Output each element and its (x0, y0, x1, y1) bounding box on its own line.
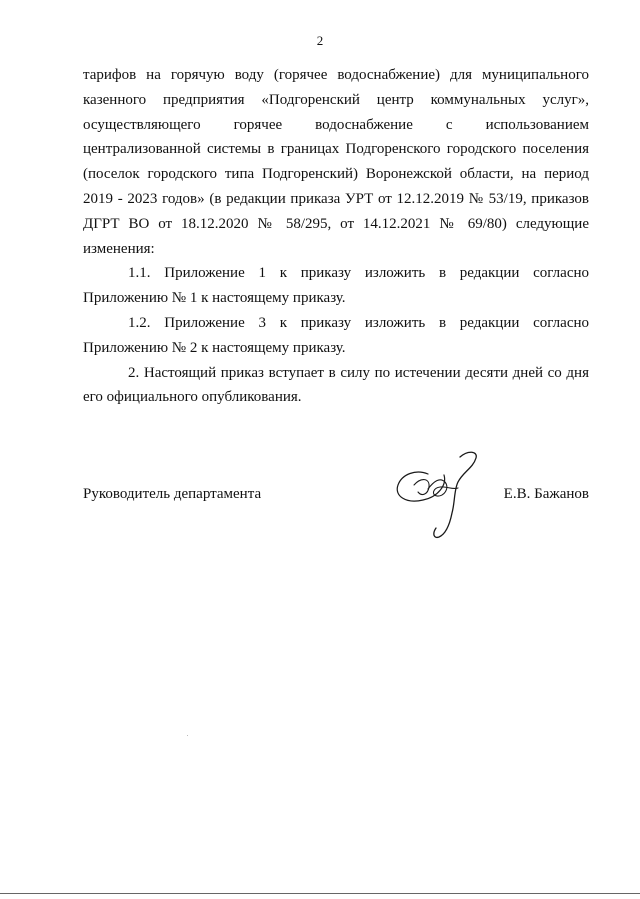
handwritten-signature (392, 448, 484, 544)
paragraph-item-1-1: 1.1. Приложение 1 к приказу изложить в редакции согласно Приложению № 1 к настоящему приказу. (83, 265, 589, 307)
paragraph-item-2: 2. Настоящий приказ вступает в силу по истечении десяти дней со дня его официального опубликования. (83, 364, 589, 406)
paragraph-item-1-2: 1.2. Приложение 3 к приказу изложить в редакции согласно Приложению № 2 к настоящему приказу. (83, 314, 589, 356)
scan-edge-line (0, 893, 640, 894)
scan-artifact (187, 735, 188, 736)
signatory-name: Е.В. Бажанов (503, 486, 589, 502)
document-body (83, 63, 589, 410)
page-number: 2 (316, 33, 324, 48)
signatory-title: Руководитель департамента (83, 486, 262, 502)
paragraph-continuation: тарифов на горячую воду (горячее водоснабжение) для муниципального казенного предприятия «Подгоренский центр коммунальных услуг», осуществляющего горячее водоснабжение с использованием централизованной системы в границах Подгоренского городского поселения (поселок городского типа Подгоренский) Воронежской области, на период 2019 - 2023 годов» (в редакции приказа УРТ от 12.12.2019 № 53/19, приказов ДГРТ ВО от 18.12.2020 № 58/295, от 14.12.2021 № 69/80) следующие изменения: (83, 67, 589, 257)
signature-block (83, 484, 589, 506)
